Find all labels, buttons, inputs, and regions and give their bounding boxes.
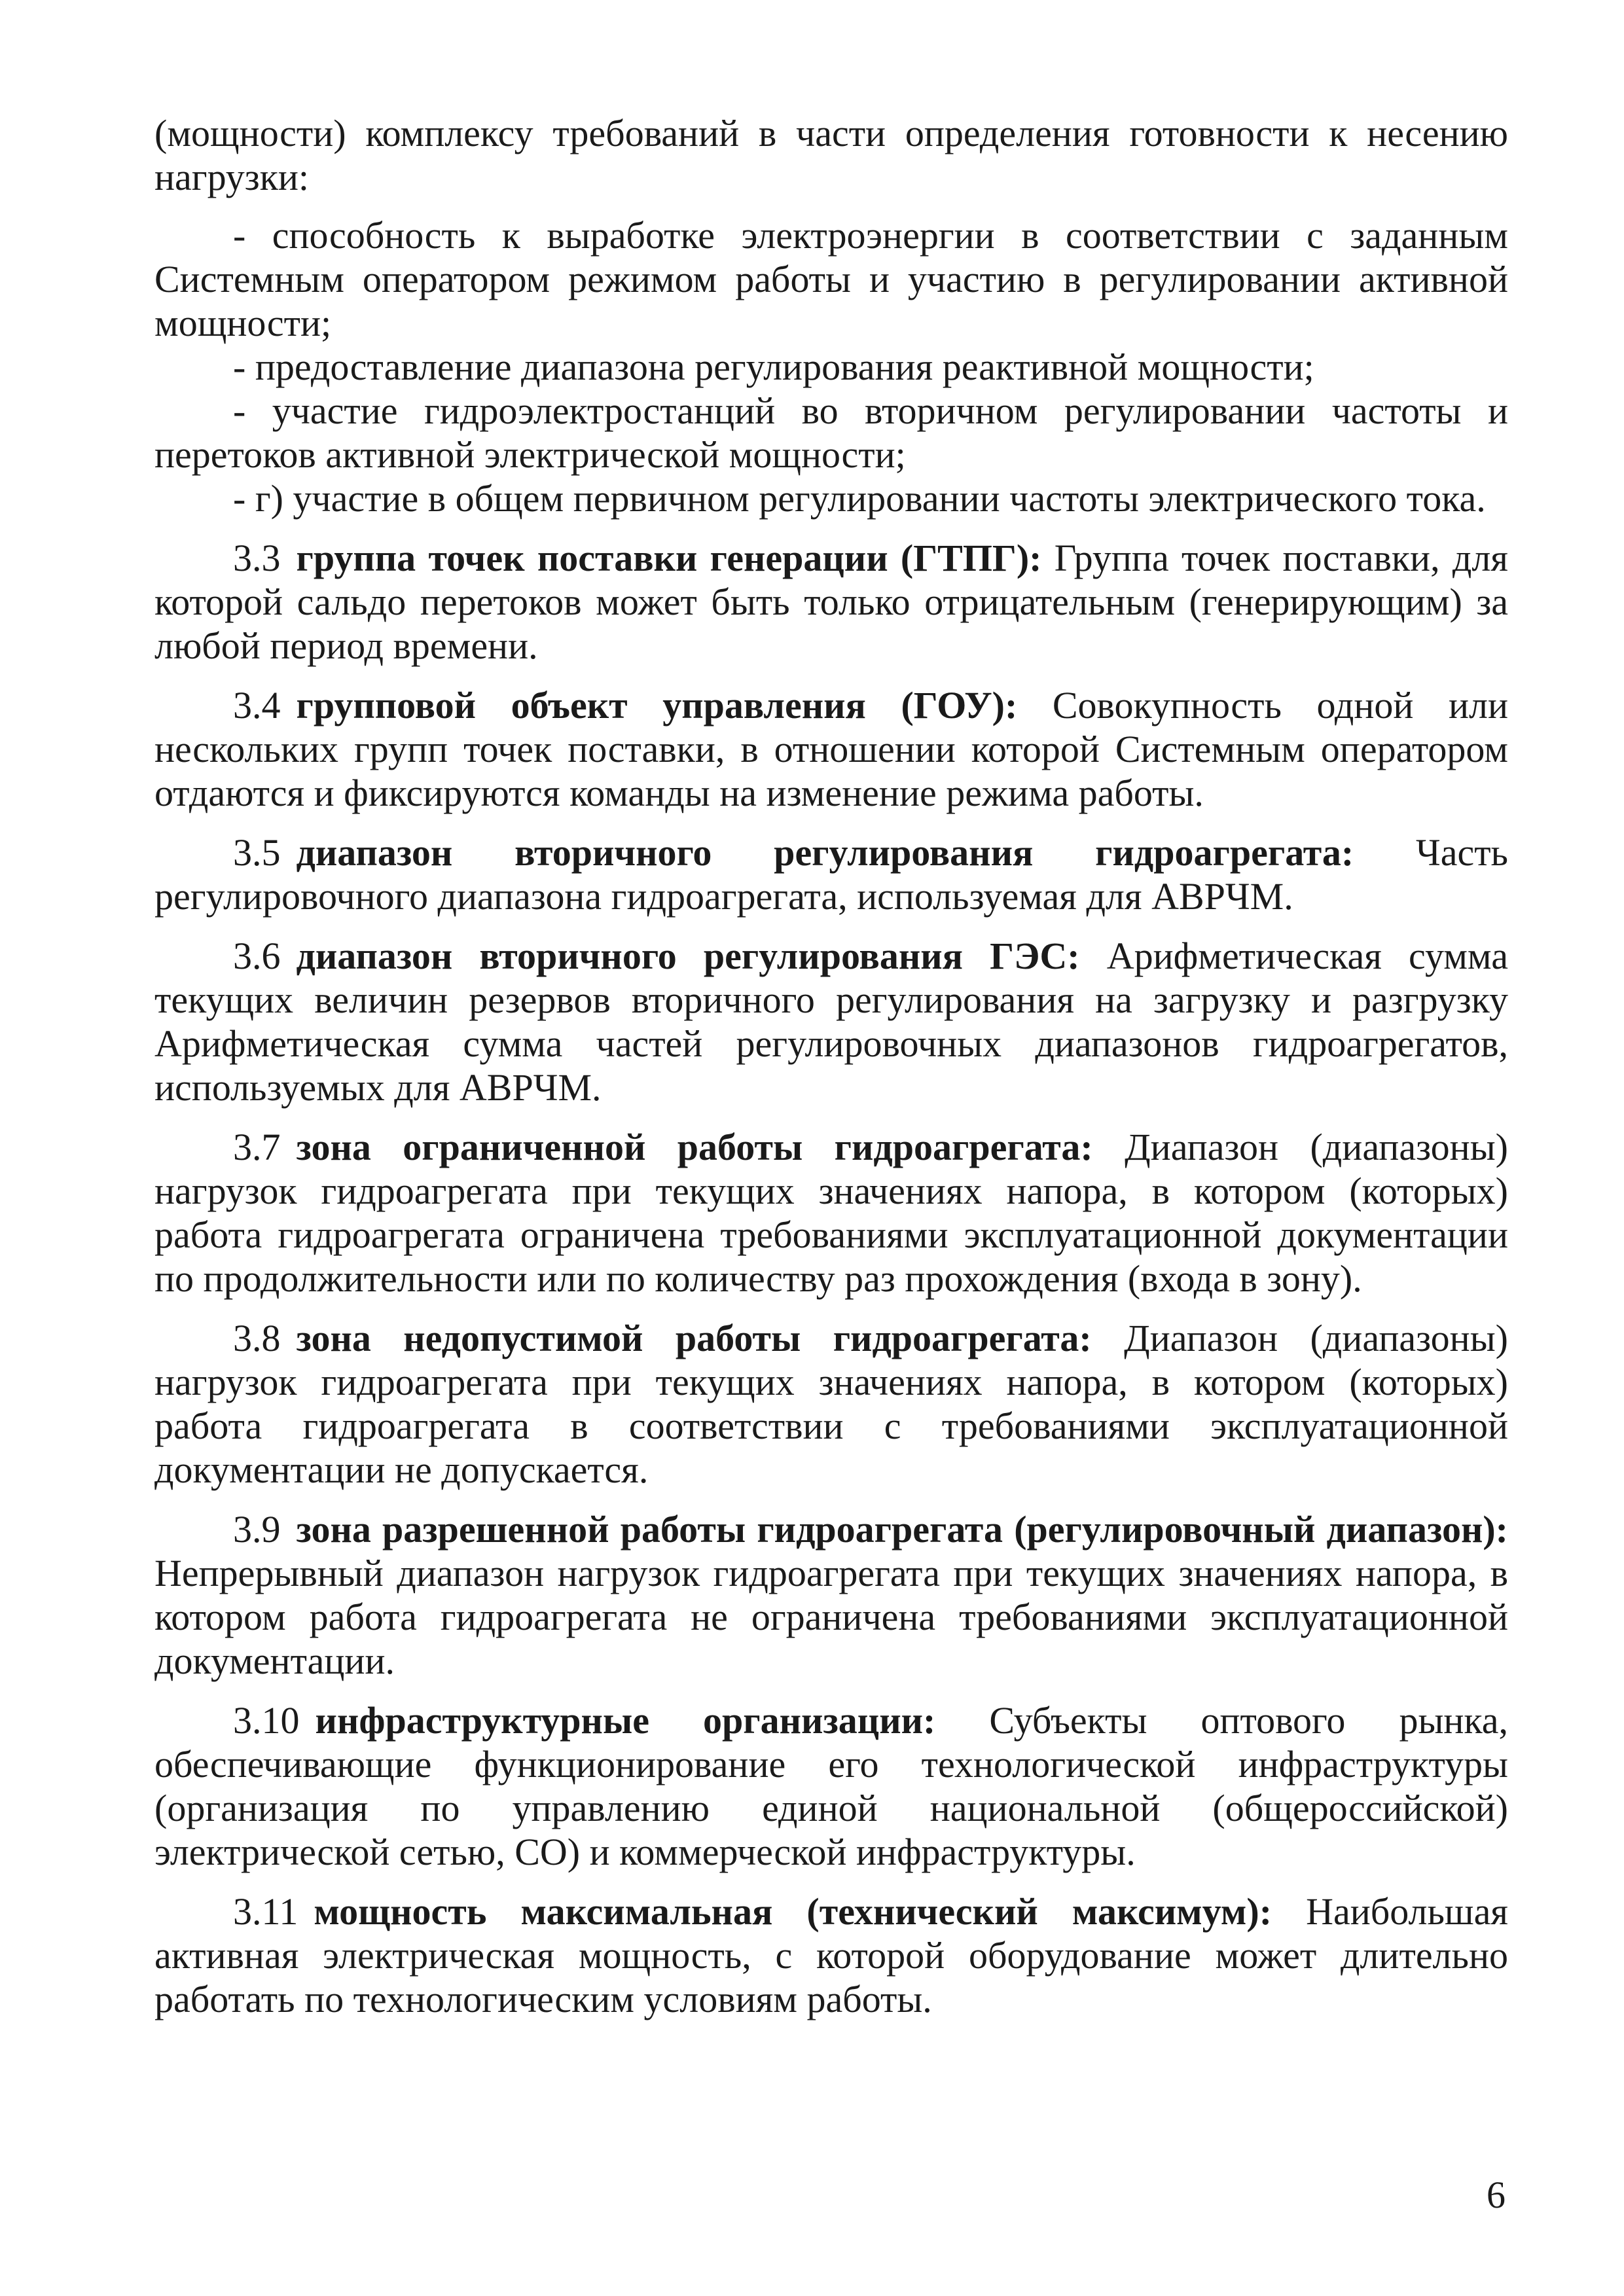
- definition-text: Группа точек поставки, для которой сальдо перетоков может быть только отрицательным (генерирующим) за любой период времени.: [154, 537, 1508, 667]
- definition-number: 3.11: [233, 1890, 298, 1933]
- definition-term: зона разрешенной работы гидроагрегата (регулировочный диапазон):: [296, 1508, 1508, 1551]
- definition-3-4: [154, 683, 1508, 815]
- definition-text: Совокупность одной или нескольких групп точек поставки, в отношении которой Системным оператором отдаются и фиксируются команды на изменение режима работы.: [154, 684, 1508, 814]
- definition-term: инфраструктурные организации:: [315, 1699, 936, 1742]
- definition-number: 3.4: [233, 684, 281, 726]
- definition-3-3: [154, 536, 1508, 668]
- bullet-item-1: - способность к выработке электроэнергии в соответствии с заданным Системным оператором режимом работы и участию в регулировании активной мощности;: [154, 214, 1508, 344]
- definition-3-11: [154, 1890, 1508, 2021]
- document-page: [154, 111, 1508, 2021]
- intro-paragraph: (мощности) комплексу требований в части определения готовности к несению нагрузки:: [154, 112, 1508, 198]
- definition-term: групповой объект управления (ГОУ):: [296, 684, 1018, 726]
- definition-term: мощность максимальная (технический максимум):: [314, 1890, 1272, 1933]
- definition-text: Наибольшая активная электрическая мощность, с которой оборудование может длительно работать по технологическим условиям работы.: [154, 1890, 1508, 2020]
- definition-text: Непрерывный диапазон нагрузок гидроагрегата при текущих значениях напора, в котором работа гидроагрегата не ограничена требованиями эксплуатационной документации.: [154, 1552, 1508, 1682]
- definition-number: 3.9: [233, 1508, 281, 1551]
- definition-text: Диапазон (диапазоны) нагрузок гидроагрегата при текущих значениях напора, в котором (которых) работа гидроагрегата ограничена требованиями эксплуатационной документации по продолжительности или по количеству раз прохождения (входа в зону).: [154, 1126, 1508, 1300]
- definition-3-5: [154, 831, 1508, 918]
- definition-3-10: [154, 1698, 1508, 1874]
- definition-3-8: [154, 1316, 1508, 1492]
- definition-term: диапазон вторичного регулирования ГЭС:: [296, 935, 1080, 977]
- definition-term: зона недопустимой работы гидроагрегата:: [296, 1317, 1092, 1359]
- definition-3-9: [154, 1507, 1508, 1683]
- definition-number: 3.3: [233, 537, 281, 579]
- bullet-item-2: - предоставление диапазона регулирования реактивной мощности;: [233, 346, 1314, 388]
- definition-number: 3.10: [233, 1699, 300, 1742]
- definition-3-6: [154, 934, 1508, 1109]
- definition-number: 3.7: [233, 1126, 281, 1168]
- definition-term: зона ограниченной работы гидроагрегата:: [296, 1126, 1093, 1168]
- definition-number: 3.5: [233, 831, 281, 874]
- bullet-item-4: - г) участие в общем первичном регулировании частоты электрического тока.: [233, 477, 1486, 520]
- definition-number: 3.6: [233, 935, 281, 977]
- definition-3-7: [154, 1125, 1508, 1300]
- definition-term: диапазон вторичного регулирования гидроагрегата:: [296, 831, 1354, 874]
- bullet-item-3: - участие гидроэлектростанций во вторичном регулировании частоты и перетоков активной электрической мощности;: [154, 389, 1508, 476]
- definition-text: Диапазон (диапазоны) нагрузок гидроагрегата при текущих значениях напора, в котором (которых) работа гидроагрегата в соответствии с требованиями эксплуатационной документации не допускается.: [154, 1317, 1508, 1491]
- definition-term: группа точек поставки генерации (ГТПГ):: [296, 537, 1042, 579]
- definition-text: Субъекты оптового рынка, обеспечивающие функционирование его технологической инфраструктуры (организация по управлению единой национальной (общероссийской) электрической сетью, СО) и коммерческой инфраструктуры.: [154, 1699, 1509, 1873]
- definition-number: 3.8: [233, 1317, 281, 1359]
- definition-text: Часть регулировочного диапазона гидроагрегата, используемая для АВРЧМ.: [154, 831, 1508, 918]
- definition-text: Арифметическая сумма текущих величин резервов вторичного регулирования на загрузку и разгрузку Арифметическая сумма частей регулировочных диапазонов гидроагрегатов, используемых для АВРЧМ.: [154, 935, 1508, 1109]
- page-number: 6: [1487, 2174, 1506, 2216]
